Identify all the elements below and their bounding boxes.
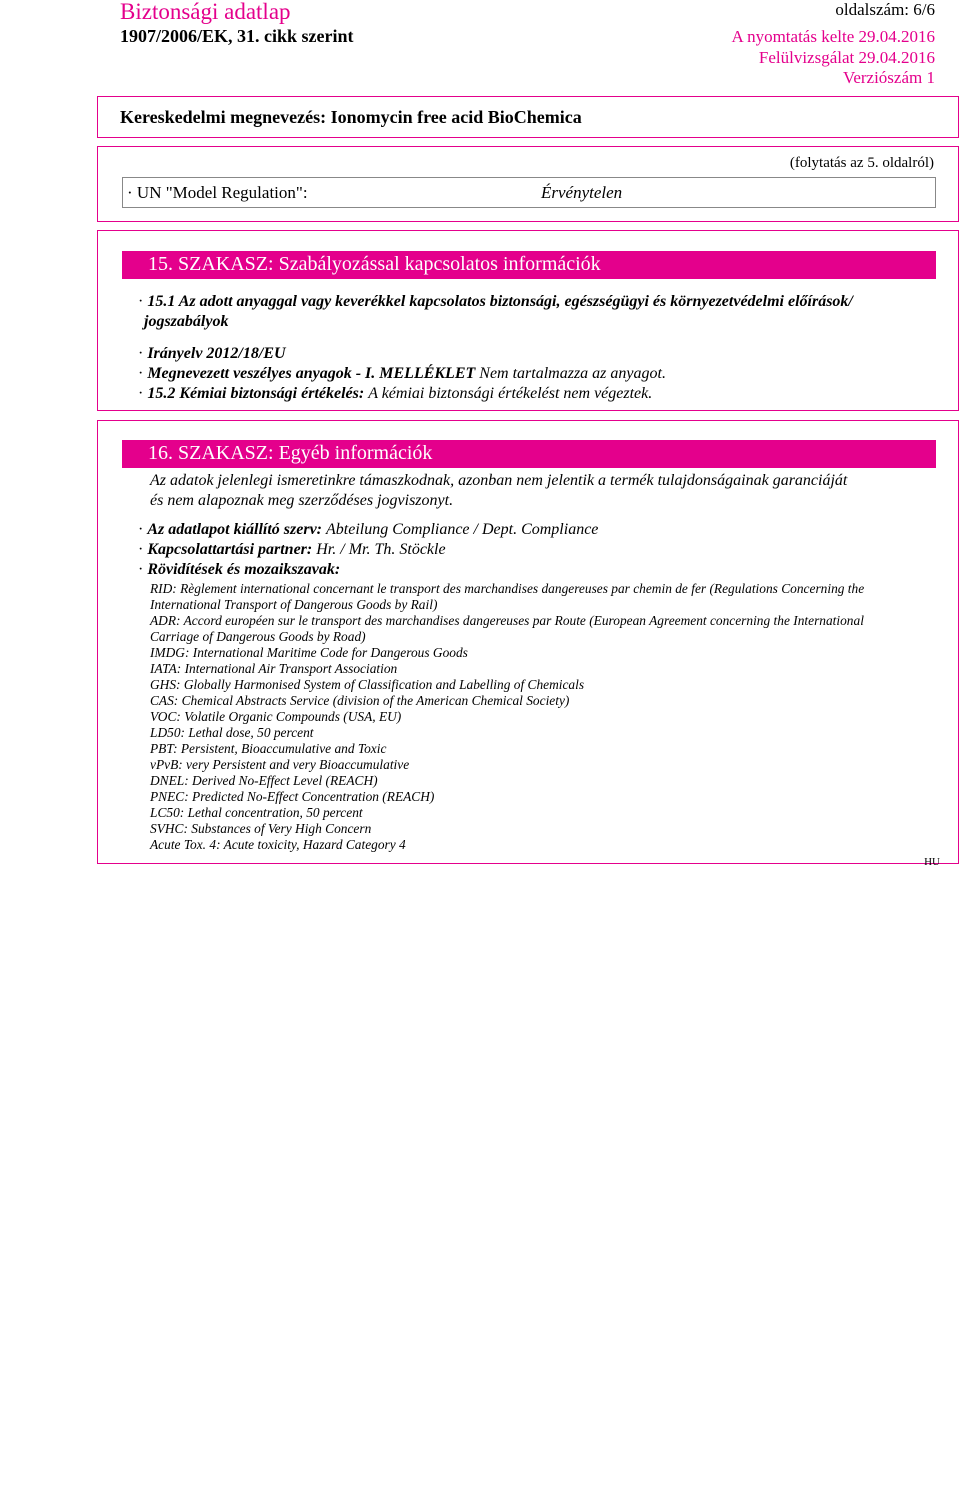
abbreviation-item: DNEL: Derived No-Effect Level (REACH) — [150, 773, 378, 788]
regulation-reference: 1907/2006/EK, 31. cikk szerint — [120, 26, 354, 46]
section-15-1-heading-cont: jogszabályok — [144, 313, 229, 330]
section-15-box — [97, 230, 959, 411]
un-model-value: Érvénytelen — [541, 183, 623, 202]
abbreviations-heading: · Rövidítések és mozaikszavak: — [138, 561, 341, 578]
abbreviation-item: SVHC: Substances of Very High Concern — [150, 821, 372, 836]
section-16-box — [97, 420, 959, 864]
contact-line: · Kapcsolattartási partner: Hr. / Mr. Th. Stöckle — [138, 541, 446, 558]
section-15-title: 15. SZAKASZ: Szabályozással kapcsolatos információk — [122, 251, 936, 279]
trade-name-box — [97, 96, 959, 138]
abbreviation-item: IATA: International Air Transport Association — [150, 661, 398, 676]
un-model-row — [122, 177, 936, 208]
document-title: Biztonsági adatlap — [120, 0, 291, 24]
revision-date: Felülvizsgálat 29.04.2016 — [758, 48, 935, 67]
continuation-box — [97, 146, 959, 222]
trade-name: Kereskedelmi megnevezés: Ionomycin free acid BioChemica — [120, 107, 582, 127]
abbreviation-item: CAS: Chemical Abstracts Service (division of the American Chemical Society) — [150, 693, 570, 708]
abbreviation-item: PNEC: Predicted No-Effect Concentration (REACH) — [150, 789, 435, 804]
abbreviation-item: International Transport of Dangerous Goods by Rail) — [150, 597, 438, 612]
abbreviation-item: Carriage of Dangerous Goods by Road) — [150, 629, 366, 644]
named-substances-line: · Megnevezett veszélyes anyagok - I. MELLÉKLET Nem tartalmazza az anyagot. — [138, 365, 666, 382]
abbreviation-item: Acute Tox. 4: Acute toxicity, Hazard Category 4 — [150, 837, 406, 852]
continuation-note: (folytatás az 5. oldalról) — [789, 155, 934, 171]
abbreviation-item: LC50: Lethal concentration, 50 percent — [150, 805, 363, 820]
language-code: HU — [924, 856, 940, 868]
abbreviation-item: LD50: Lethal dose, 50 percent — [150, 725, 314, 740]
abbreviation-item: PBT: Persistent, Bioaccumulative and Toxic — [150, 741, 387, 756]
disclaimer-line-1: Az adatok jelenlegi ismeretinkre támaszkodnak, azonban nem jelentik a termék tulajdonságainak garanciáját — [150, 472, 848, 489]
issuer-line: · Az adatlapot kiállító szerv: Abteilung Compliance / Dept. Compliance — [138, 521, 599, 538]
directive-line: · Irányelv 2012/18/EU — [138, 345, 286, 362]
abbreviation-item: GHS: Globally Harmonised System of Classification and Labelling of Chemicals — [150, 677, 585, 692]
disclaimer-line-2: és nem alapoznak meg szerződéses jogviszonyt. — [150, 492, 454, 509]
print-date: A nyomtatás kelte 29.04.2016 — [731, 27, 935, 46]
abbreviation-item: VOC: Volatile Organic Compounds (USA, EU) — [150, 709, 402, 724]
abbreviation-item: RID: Règlement international concernant le transport des marchandises dangereuses par chemin de fer (Regulations Concerning the — [150, 581, 865, 596]
abbreviation-item: ADR: Accord européen sur le transport des marchandises dangereuses par Route (European Agreement concerning the International — [150, 613, 864, 628]
section-15-1-heading: · 15.1 Az adott anyaggal vagy keverékkel kapcsolatos biztonsági, egészségügyi és környezetvédelmi előírások/ — [138, 293, 853, 310]
abbreviation-item: vPvB: very Persistent and very Bioaccumulative — [150, 757, 410, 772]
version-number: Verziószám 1 — [842, 68, 935, 87]
un-model-label: · UN "Model Regulation": — [127, 183, 308, 202]
page-number: oldalszám: 6/6 — [835, 0, 935, 19]
abbreviation-item: IMDG: International Maritime Code for Dangerous Goods — [150, 645, 468, 660]
section-16-title: 16. SZAKASZ: Egyéb információk — [122, 440, 936, 468]
chemical-safety-assessment-line: · 15.2 Kémiai biztonsági értékelés: A kémiai biztonsági értékelést nem végeztek. — [138, 385, 653, 402]
